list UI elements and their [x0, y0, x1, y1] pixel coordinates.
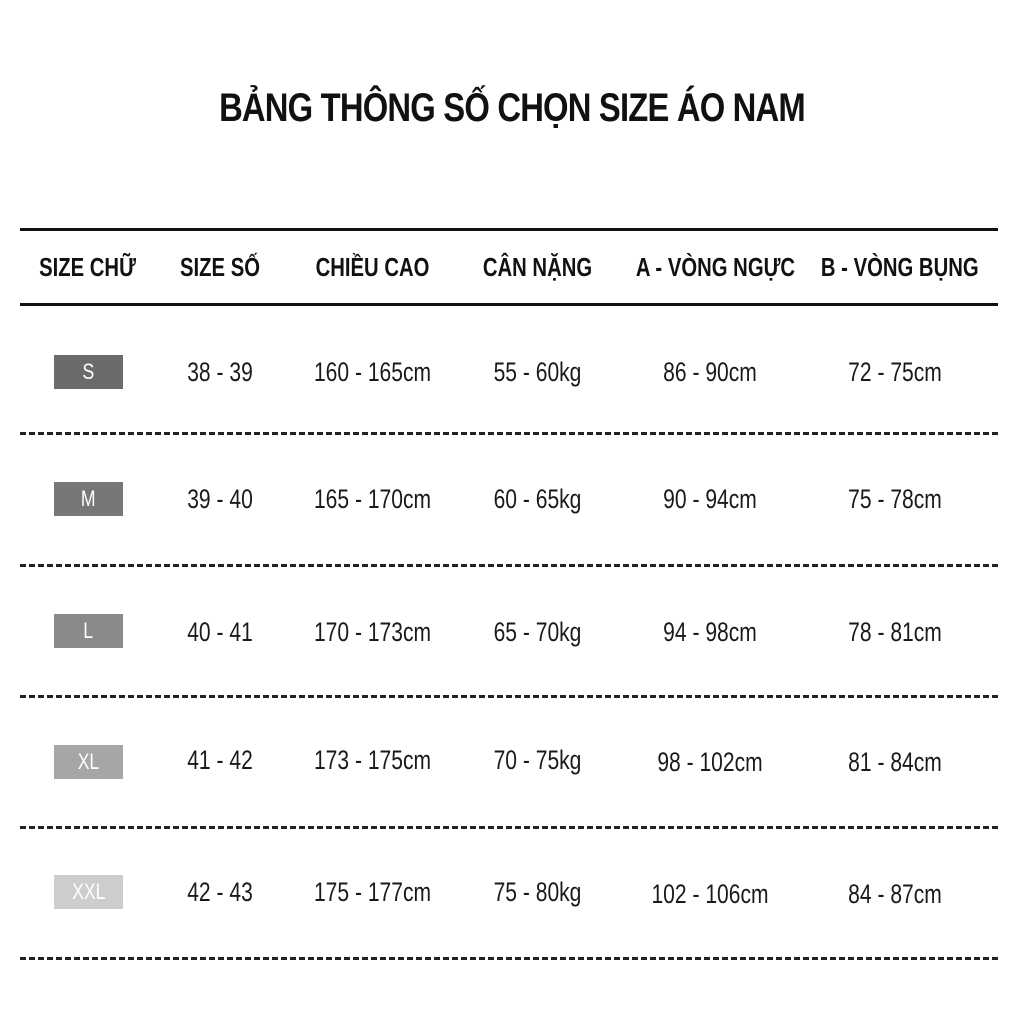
- size-badge-m: M: [54, 482, 123, 516]
- header-top-rule: [20, 228, 998, 231]
- vong-nguc-l: 94 - 98cm: [663, 617, 757, 647]
- can-nang-xxl: 75 - 80kg: [493, 877, 582, 907]
- vong-bung-xxl: 84 - 87cm: [848, 879, 942, 909]
- header-vong-nguc: A - VÒNG NGỰC: [635, 252, 796, 282]
- header-vong-bung: B - VÒNG BỤNG: [820, 252, 979, 282]
- size-badge-xxl: XXL: [54, 875, 123, 909]
- row-divider: [20, 432, 998, 435]
- vong-nguc-xxl: 102 - 106cm: [651, 879, 769, 909]
- chieu-cao-m: 165 - 170cm: [313, 484, 432, 514]
- size-badge-s: S: [54, 355, 123, 389]
- row-divider: [20, 957, 998, 960]
- chieu-cao-xl: 173 - 175cm: [313, 745, 432, 775]
- size-badge-l: L: [54, 614, 123, 648]
- chieu-cao-xxl: 175 - 177cm: [313, 877, 432, 907]
- vong-nguc-m: 90 - 94cm: [663, 484, 757, 514]
- page-title: BẢNG THÔNG SỐ CHỌN SIZE ÁO NAM: [219, 86, 805, 130]
- row-divider: [20, 826, 998, 829]
- vong-bung-m: 75 - 78cm: [848, 484, 942, 514]
- row-divider: [20, 695, 998, 698]
- header-size-chu: SIZE CHỮ: [39, 252, 136, 282]
- vong-nguc-s: 86 - 90cm: [663, 357, 757, 387]
- vong-bung-l: 78 - 81cm: [848, 617, 942, 647]
- size-so-xxl: 42 - 43: [187, 877, 253, 907]
- header-can-nang: CÂN NẶNG: [482, 252, 593, 282]
- chieu-cao-s: 160 - 165cm: [313, 357, 432, 387]
- chieu-cao-l: 170 - 173cm: [313, 617, 432, 647]
- vong-bung-xl: 81 - 84cm: [848, 747, 942, 777]
- size-so-l: 40 - 41: [187, 617, 253, 647]
- can-nang-xl: 70 - 75kg: [493, 745, 582, 775]
- header-size-so: SIZE SỐ: [179, 252, 260, 282]
- size-badge-xl: XL: [54, 745, 123, 779]
- can-nang-s: 55 - 60kg: [493, 357, 582, 387]
- size-so-s: 38 - 39: [187, 357, 253, 387]
- size-so-m: 39 - 40: [187, 484, 253, 514]
- header-chieu-cao: CHIỀU CAO: [315, 252, 430, 282]
- vong-bung-s: 72 - 75cm: [848, 357, 942, 387]
- vong-nguc-xl: 98 - 102cm: [657, 747, 763, 777]
- row-divider: [20, 564, 998, 567]
- size-so-xl: 41 - 42: [187, 745, 253, 775]
- header-bottom-rule: [20, 303, 998, 306]
- can-nang-l: 65 - 70kg: [493, 617, 582, 647]
- can-nang-m: 60 - 65kg: [493, 484, 582, 514]
